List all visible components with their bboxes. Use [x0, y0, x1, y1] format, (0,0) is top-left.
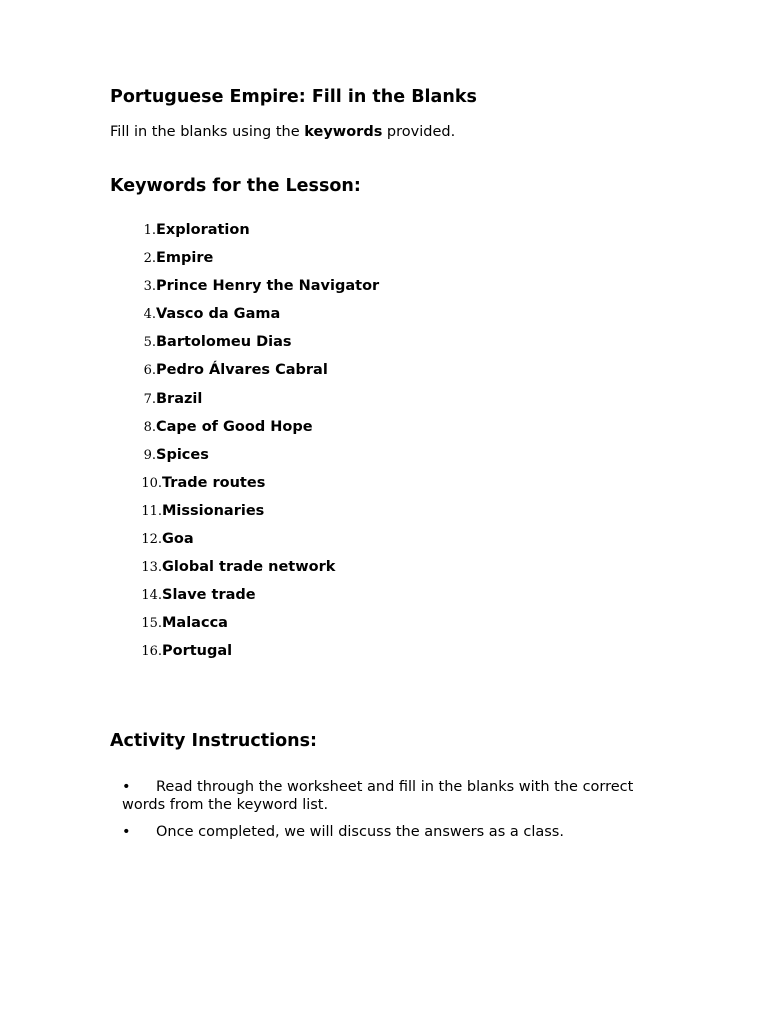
keyword-number: 14.: [141, 588, 162, 604]
keyword-item: [110, 222, 379, 250]
instructions-list: [122, 779, 642, 852]
keyword-number: 7.: [143, 391, 156, 407]
keyword-item: [110, 250, 379, 278]
keyword-number: 11.: [141, 503, 162, 519]
page-title: Portuguese Empire: Fill in the Blanks: [110, 87, 477, 107]
keyword-item: [110, 419, 379, 447]
keyword-item: [110, 615, 379, 643]
keyword-item: [110, 587, 379, 615]
bullet-icon: •: [122, 779, 131, 795]
instruction-text: Read through the worksheet and fill in the blanks with the correct words from the keyword list.: [122, 779, 634, 813]
keyword-number: 4.: [143, 307, 156, 323]
keyword-number: 2.: [143, 251, 156, 267]
keyword-text: Brazil: [156, 390, 203, 407]
keyword-item: [110, 278, 379, 306]
keyword-text: Spices: [156, 446, 209, 463]
keyword-item: [110, 643, 379, 671]
keyword-number: 6.: [143, 363, 156, 379]
keyword-item: [110, 447, 379, 475]
keyword-number: 15.: [141, 616, 162, 632]
keyword-number: 16.: [141, 644, 162, 660]
keyword-text: Slave trade: [162, 587, 256, 604]
intro-text-start: Fill in the blanks using the: [110, 124, 305, 140]
keyword-item: [110, 391, 379, 419]
intro-text: [110, 123, 455, 141]
keyword-number: 9.: [143, 447, 156, 463]
keyword-text: Exploration: [156, 222, 250, 238]
keyword-text: Vasco da Gama: [156, 306, 281, 323]
keyword-text: Portugal: [162, 643, 233, 660]
keyword-item: [110, 334, 379, 362]
keyword-item: [110, 475, 379, 503]
bullet-icon: •: [122, 824, 131, 840]
intro-text-end: provided.: [382, 124, 456, 140]
keyword-item: [110, 531, 379, 559]
keyword-text: Missionaries: [162, 502, 265, 519]
keywords-heading: Keywords for the Lesson:: [110, 176, 361, 196]
instruction-item: [122, 824, 642, 842]
keyword-item: [110, 559, 379, 587]
keyword-text: Bartolomeu Dias: [156, 334, 292, 351]
instruction-text: Once completed, we will discuss the answers as a class.: [156, 824, 564, 840]
keyword-text: Empire: [156, 250, 214, 267]
keyword-number: 10.: [141, 475, 162, 491]
instruction-item: [122, 779, 642, 814]
keyword-number: 5.: [143, 335, 156, 351]
activity-instructions-heading: Activity Instructions:: [110, 731, 318, 751]
keyword-text: Trade routes: [162, 474, 266, 491]
keyword-number: 8.: [143, 419, 156, 435]
intro-text-keywords: keywords: [304, 124, 383, 140]
keyword-item: [110, 306, 379, 334]
keyword-number: 12.: [141, 532, 162, 548]
keyword-item: [110, 503, 379, 531]
keyword-number: 1.: [143, 223, 156, 238]
keyword-list: [110, 222, 379, 672]
keyword-text: Cape of Good Hope: [156, 418, 313, 435]
keyword-text: Global trade network: [162, 559, 336, 576]
keyword-text: Goa: [162, 531, 194, 548]
keyword-text: Pedro Álvares Cabral: [156, 362, 328, 379]
keyword-number: 13.: [141, 560, 162, 576]
keyword-number: 3.: [143, 279, 156, 295]
keyword-item: [110, 362, 379, 390]
keyword-text: Prince Henry the Navigator: [156, 278, 380, 295]
keyword-text: Malacca: [162, 615, 228, 632]
